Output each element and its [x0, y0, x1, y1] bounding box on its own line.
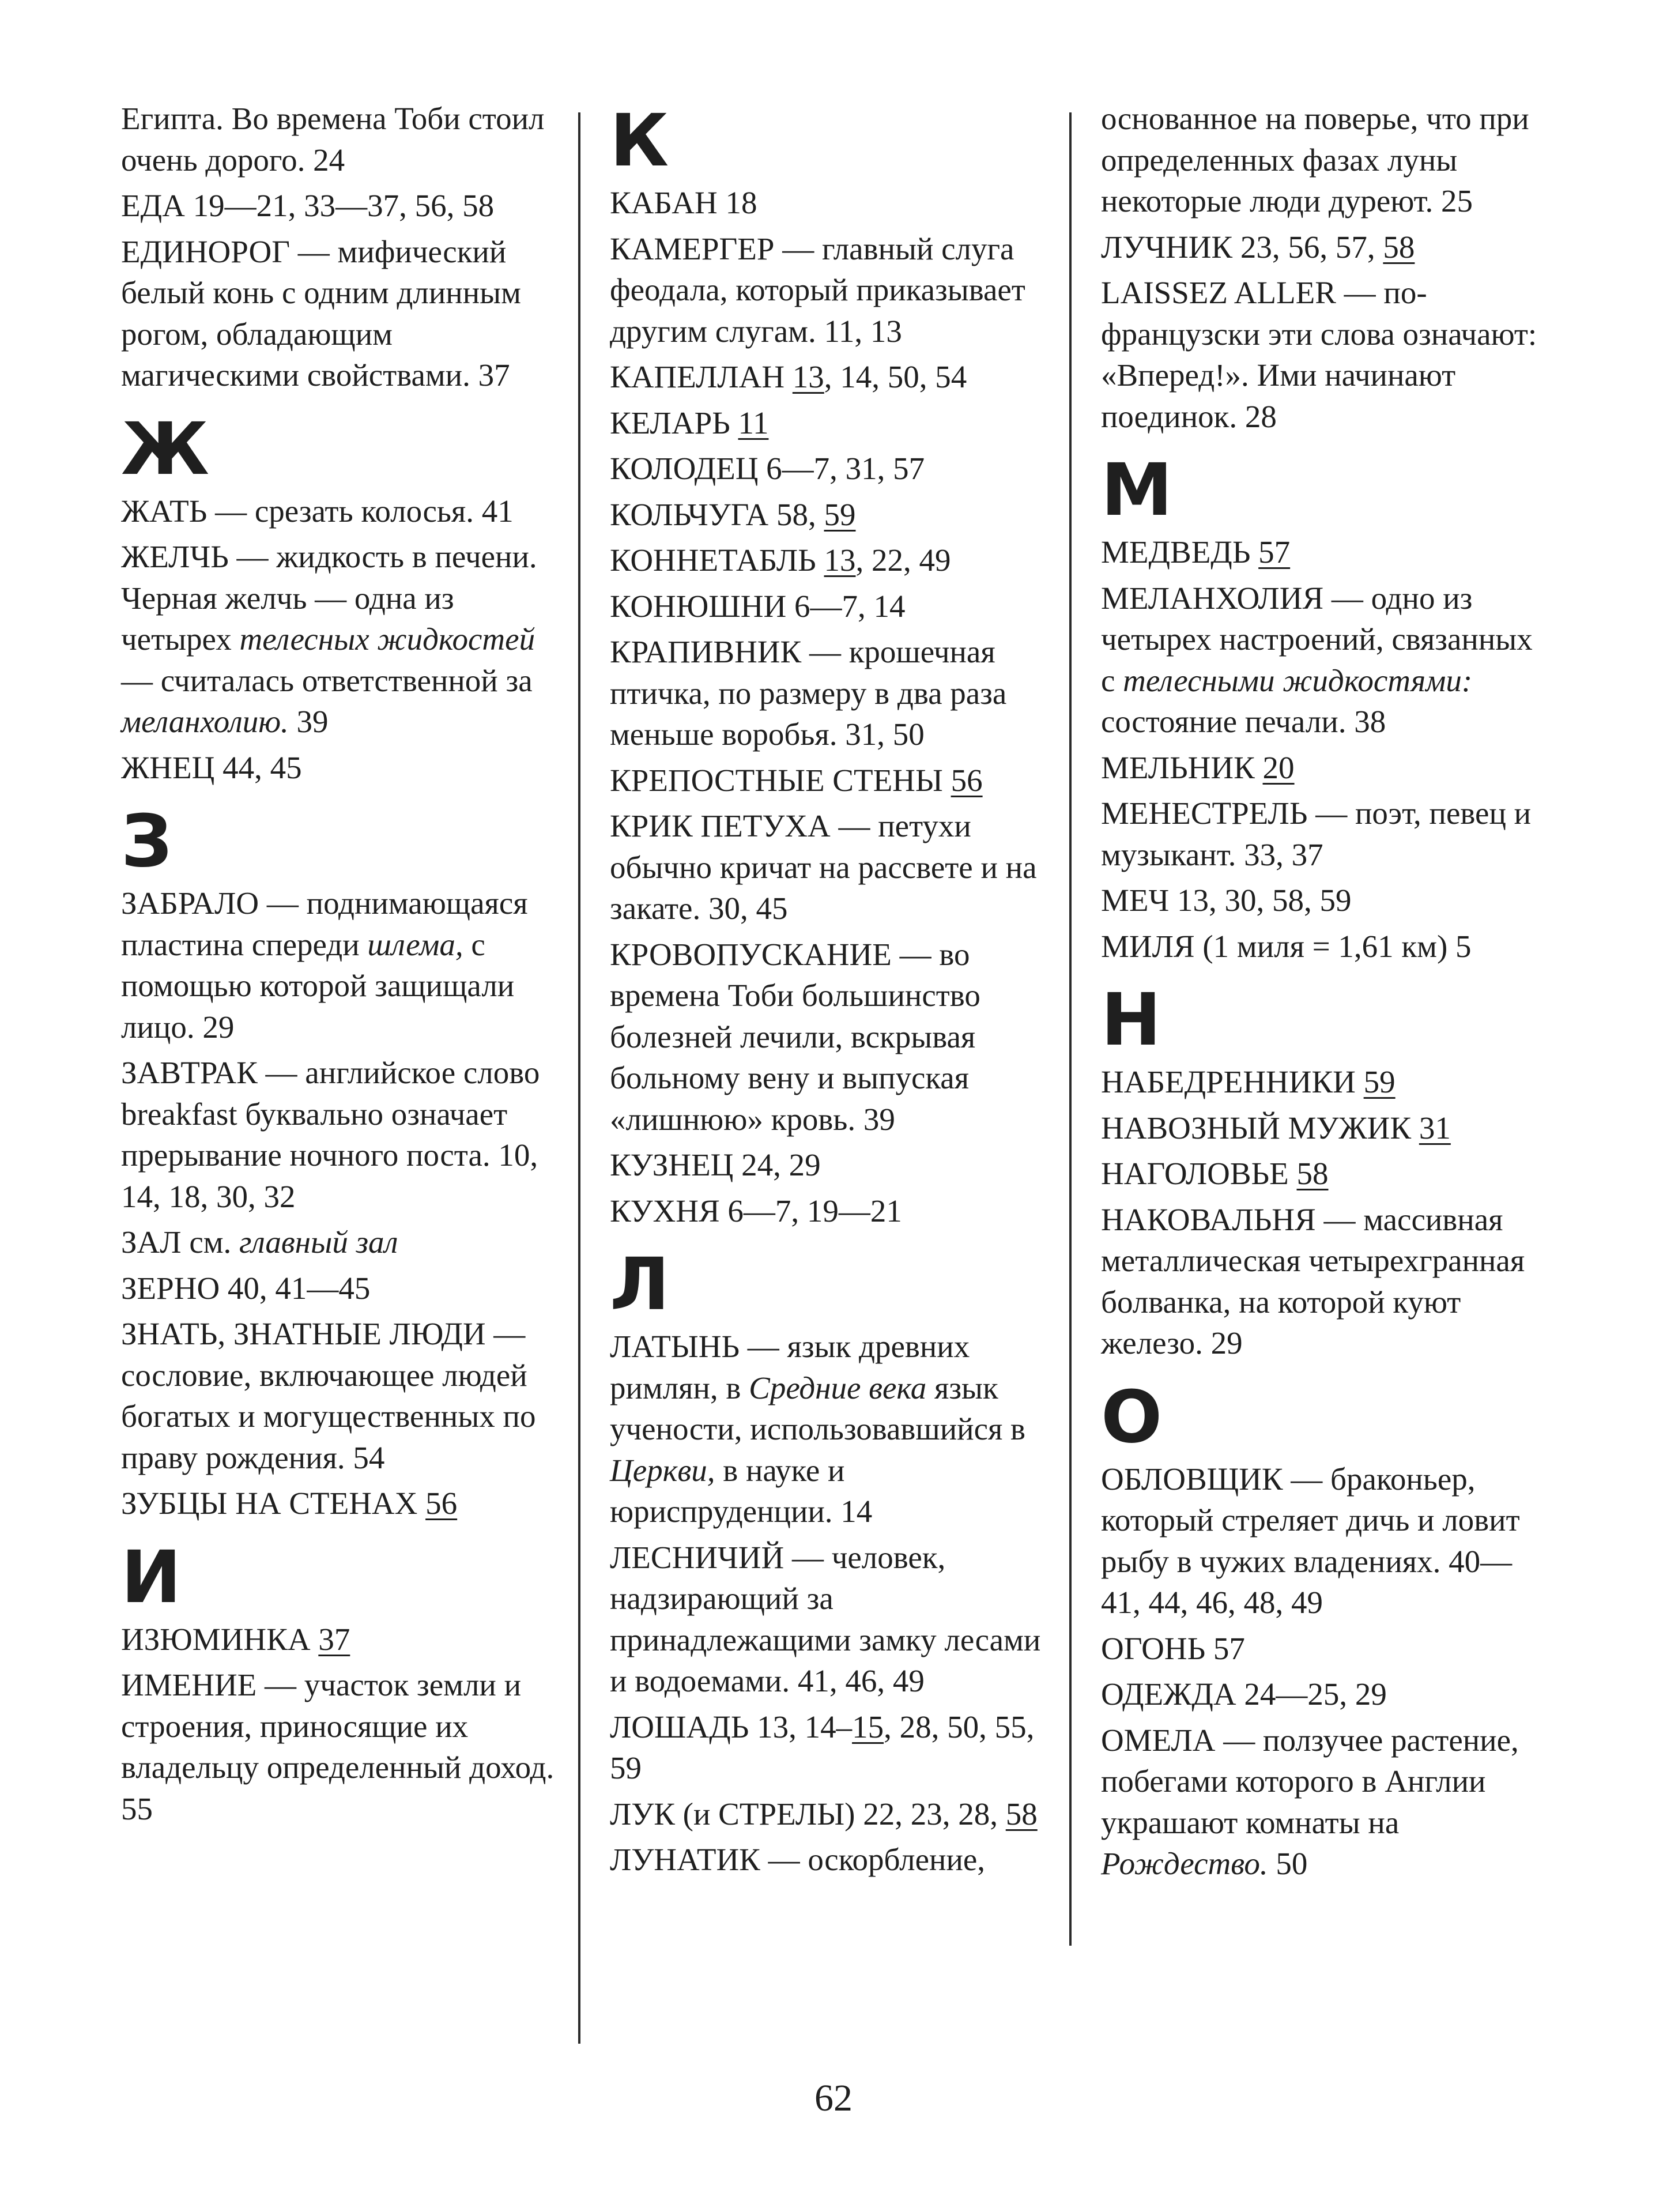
index-entry: [610, 1326, 1059, 1532]
entry-text: ЗАЛ см.: [121, 1224, 240, 1260]
index-column-3: [1101, 98, 1551, 1889]
entry-text: ЛОШАДЬ 13, 14–: [610, 1709, 853, 1744]
entry-text: КЕЛАРЬ: [610, 405, 738, 440]
cross-reference: главный зал: [239, 1224, 398, 1260]
entry-text: КОЛОДЕЦ 6—7, 31, 57: [610, 451, 925, 486]
index-entry: [610, 1537, 1059, 1702]
index-entry: [1101, 1720, 1551, 1885]
entry-text: с помощью которой защищали лицо. 29: [121, 926, 515, 1045]
entry-text: ОМЕЛА — ползучее растение, побегами которого в Англии украшают комнаты на: [1101, 1722, 1519, 1840]
entry-text: ЛЕСНИЧИЙ — человек, надзирающий за принадлежащими замку лесами и водоемами. 41, 46, 49: [610, 1539, 1041, 1698]
entry-text: КРОВОПУСКАНИЕ — во времена Тоби большинство болезней лечили, вскрывая больному вену и выпуская «лишнюю» кровь. 39: [610, 936, 980, 1137]
entry-text: КАПЕЛЛАН: [610, 359, 793, 394]
entry-text: МЕНЕСТРЕЛЬ — поэт, певец и музыкант. 33, 37: [1101, 796, 1532, 872]
cross-reference: шлема,: [367, 926, 463, 962]
entry-text: Египта. Во времена Тоби стоил очень дорого. 24: [121, 101, 545, 178]
index-entry: [121, 185, 571, 227]
entry-text: КРЕПОСТНЫЕ СТЕНЫ: [610, 762, 951, 798]
cross-reference: меланхолию.: [121, 704, 289, 739]
index-entry: [610, 631, 1059, 755]
index-entry: [610, 228, 1059, 352]
index-entry: [610, 1706, 1059, 1789]
entry-text: КОНЮШНИ 6—7, 14: [610, 588, 906, 624]
index-entry: [1101, 1459, 1551, 1623]
index-entry: [1101, 532, 1551, 573]
index-entry: [1101, 1628, 1551, 1670]
index-entry: [1101, 1674, 1551, 1715]
section-letter: З: [121, 800, 170, 883]
index-entry: [610, 494, 1059, 536]
entry-text: МИЛЯ (1 миля = 1,61 км) 5: [1101, 928, 1472, 964]
entry-text: ЗНАТЬ, ЗНАТНЫЕ ЛЮДИ — сословие, включающее людей богатых и могущественных по праву рождения. 54: [121, 1316, 536, 1475]
entry-text: МЕЧ 13, 30, 58, 59: [1101, 883, 1352, 918]
cross-reference: Средние века: [749, 1370, 927, 1405]
entry-text: ЛУК (и СТРЕЛЫ) 22, 23, 28,: [610, 1796, 1006, 1832]
index-column-2: [610, 98, 1059, 1885]
entry-text: ЗУБЦЫ НА СТЕНАХ: [121, 1486, 426, 1521]
entry-text: КРАПИВНИК — крошечная птичка, по размеру в два раза меньше воробья. 31, 50: [610, 634, 1007, 752]
entry-text: язык учености, использовавшийся в: [610, 1370, 1026, 1446]
entry-text: КРИК ПЕТУХА — петухи обычно кричат на рассвете и на закате. 30, 45: [610, 808, 1037, 926]
entry-text: состояние печали. 38: [1101, 704, 1386, 739]
entry-text: ОДЕЖДА 24—25, 29: [1101, 1676, 1387, 1712]
page-reference: 56: [951, 762, 983, 798]
entry-text: , 14, 50, 54: [824, 359, 967, 394]
index-entry: [121, 883, 571, 1047]
index-entry: [121, 1052, 571, 1217]
page-reference: 13: [792, 359, 824, 394]
entry-text: , 28, 50, 55, 59: [610, 1709, 1035, 1785]
index-entry: [1101, 747, 1551, 789]
entry-text: ИЗЮМИНКА: [121, 1621, 319, 1657]
page-reference: 59: [824, 496, 856, 532]
section-letter: М: [1101, 449, 1171, 532]
index-entry: [1101, 1107, 1551, 1149]
entry-text: МЕЛАНХОЛИЯ — одно из четырех настроений, связанных с: [1101, 580, 1533, 698]
entry-text: ЗАВТРАК — английское слово breakfast буквально означает прерывание ночного поста. 10, 14, 18, 30, 32: [121, 1055, 540, 1214]
page-reference: 58: [1296, 1156, 1329, 1191]
index-entry: [1101, 880, 1551, 921]
index-entry: [610, 540, 1059, 581]
entry-text: 39: [288, 704, 329, 739]
page-reference: 20: [1262, 749, 1295, 785]
index-entry: [1101, 926, 1551, 967]
index-entry: [1101, 578, 1551, 743]
entry-text: КУХНЯ 6—7, 19—21: [610, 1193, 902, 1229]
entry-text: НАГОЛОВЬЕ: [1101, 1156, 1297, 1191]
index-entry: [610, 1144, 1059, 1186]
page-reference: 58: [1383, 229, 1415, 265]
entry-text: ЖАТЬ — срезать колосья. 41: [121, 493, 514, 529]
entry-text: ЕДИНОРОГ — мифический белый конь с одним длинным рогом, обладающим магическими свойствами. 37: [121, 233, 521, 393]
entry-text: ЗЕРНО 40, 41—45: [121, 1270, 371, 1306]
entry-text: НАВОЗНЫЙ МУЖИК: [1101, 1110, 1419, 1145]
entry-text: ЖНЕЦ 44, 45: [121, 749, 302, 785]
index-entry: [1101, 1061, 1551, 1103]
index-entry: [610, 448, 1059, 489]
index-entry: [121, 1664, 571, 1829]
entry-text: МЕДВЕДЬ: [1101, 534, 1259, 570]
entry-text: НАБЕДРЕННИКИ: [1101, 1064, 1364, 1099]
index-entry: [610, 356, 1059, 398]
index-entry: [121, 1222, 571, 1263]
page-reference: 57: [1258, 534, 1291, 570]
entry-text: МЕЛЬНИК: [1101, 749, 1263, 785]
index-column-1: [121, 98, 571, 1834]
entry-text: КАМЕРГЕР — главный слуга феодала, который приказывает другим слугам. 11, 13: [610, 231, 1025, 349]
index-entry: [610, 1793, 1059, 1835]
cross-reference: Рождество.: [1101, 1846, 1268, 1881]
entry-text: ИМЕНИЕ — участок земли и строения, приносящие их владельцу определенный доход. 55: [121, 1667, 555, 1826]
index-entry: [610, 402, 1059, 444]
entry-text: ЕДА 19—21, 33—37, 56, 58: [121, 188, 495, 223]
entry-text: ЛУЧНИК 23, 56, 57,: [1101, 229, 1383, 265]
entry-text: основанное на поверье, что при определенных фазах луны некоторые люди дуреют. 25: [1101, 101, 1529, 218]
entry-text: , 22, 49: [855, 542, 951, 578]
index-entry: [121, 1619, 571, 1660]
index-entry: [1101, 1199, 1551, 1364]
entry-text: ЖЕЛЧЬ — жидкость в печени. Черная желчь — одна из четырех: [121, 539, 537, 657]
index-entry: [121, 1483, 571, 1524]
index-entry: [610, 805, 1059, 929]
index-entry: [610, 760, 1059, 801]
section-letter: Н: [1101, 978, 1159, 1062]
entry-text: КОЛЬЧУГА 58,: [610, 496, 824, 532]
index-entry: [121, 231, 571, 396]
index-entry: [610, 1190, 1059, 1232]
page-reference: 15: [852, 1709, 884, 1744]
entry-text: КАБАН 18: [610, 185, 757, 220]
index-entry: [1101, 98, 1551, 222]
entry-text: 50: [1268, 1846, 1308, 1881]
page-reference: 59: [1363, 1064, 1396, 1099]
cross-reference: телесных жидкостей: [239, 621, 535, 657]
page-number: 62: [814, 2077, 853, 2119]
section-letter: Ж: [121, 407, 208, 491]
index-entry: [121, 98, 571, 180]
index-entry: [610, 1839, 1059, 1881]
entry-text: — считалась ответственной за: [121, 662, 533, 698]
entry-text: ЛАТЫНЬ — язык древних римлян, в: [610, 1329, 970, 1405]
entry-text: ОБЛОВЩИК — браконьер, который стреляет дичь и ловит рыбу в чужих владениях. 40—41, 44, 46, 48, 49: [1101, 1461, 1520, 1620]
page-reference: 37: [318, 1621, 350, 1657]
page-reference: 11: [738, 405, 769, 440]
index-entry: [1101, 272, 1551, 437]
section-letter: И: [121, 1535, 179, 1619]
entry-text: НАКОВАЛЬНЯ — массивная металлическая четырехгранная болванка, на которой куют железо. 29: [1101, 1201, 1525, 1361]
cross-reference: Церкви,: [610, 1452, 715, 1488]
index-entry: [121, 536, 571, 743]
index-entry: [121, 1313, 571, 1478]
page-reference: 56: [425, 1486, 458, 1521]
entry-text: ЗАБРАЛО — поднимающаяся пластина спереди: [121, 885, 528, 962]
section-letter: К: [610, 99, 667, 183]
page-reference: 58: [1005, 1796, 1038, 1832]
index-entry: [1101, 227, 1551, 268]
entry-text: LAISSEZ ALLER — по-французски эти слова означают: «Вперед!». Ими начинают поединок. 28: [1101, 275, 1537, 434]
cross-reference: телесными жидкостями:: [1123, 662, 1473, 698]
entry-text: КУЗНЕЦ 24, 29: [610, 1147, 821, 1182]
column-divider: [578, 112, 580, 2044]
index-entry: [1101, 1153, 1551, 1194]
section-letter: О: [1101, 1375, 1160, 1459]
index-entry: [610, 182, 1059, 224]
entry-text: ОГОНЬ 57: [1101, 1630, 1245, 1666]
page-reference: 13: [824, 542, 856, 578]
index-entry: [121, 747, 571, 789]
section-letter: Л: [610, 1243, 667, 1327]
page-reference: 31: [1419, 1110, 1451, 1145]
index-entry: [1101, 793, 1551, 875]
index-entry: [610, 934, 1059, 1140]
entry-text: КОННЕТАБЛЬ: [610, 542, 824, 578]
column-divider: [1069, 112, 1072, 1946]
entry-text: в науке и юриспруденции. 14: [610, 1452, 873, 1529]
index-entry: [121, 491, 571, 532]
entry-text: ЛУНАТИК — оскорбление,: [610, 1842, 986, 1877]
index-entry: [610, 586, 1059, 627]
index-entry: [121, 1268, 571, 1309]
